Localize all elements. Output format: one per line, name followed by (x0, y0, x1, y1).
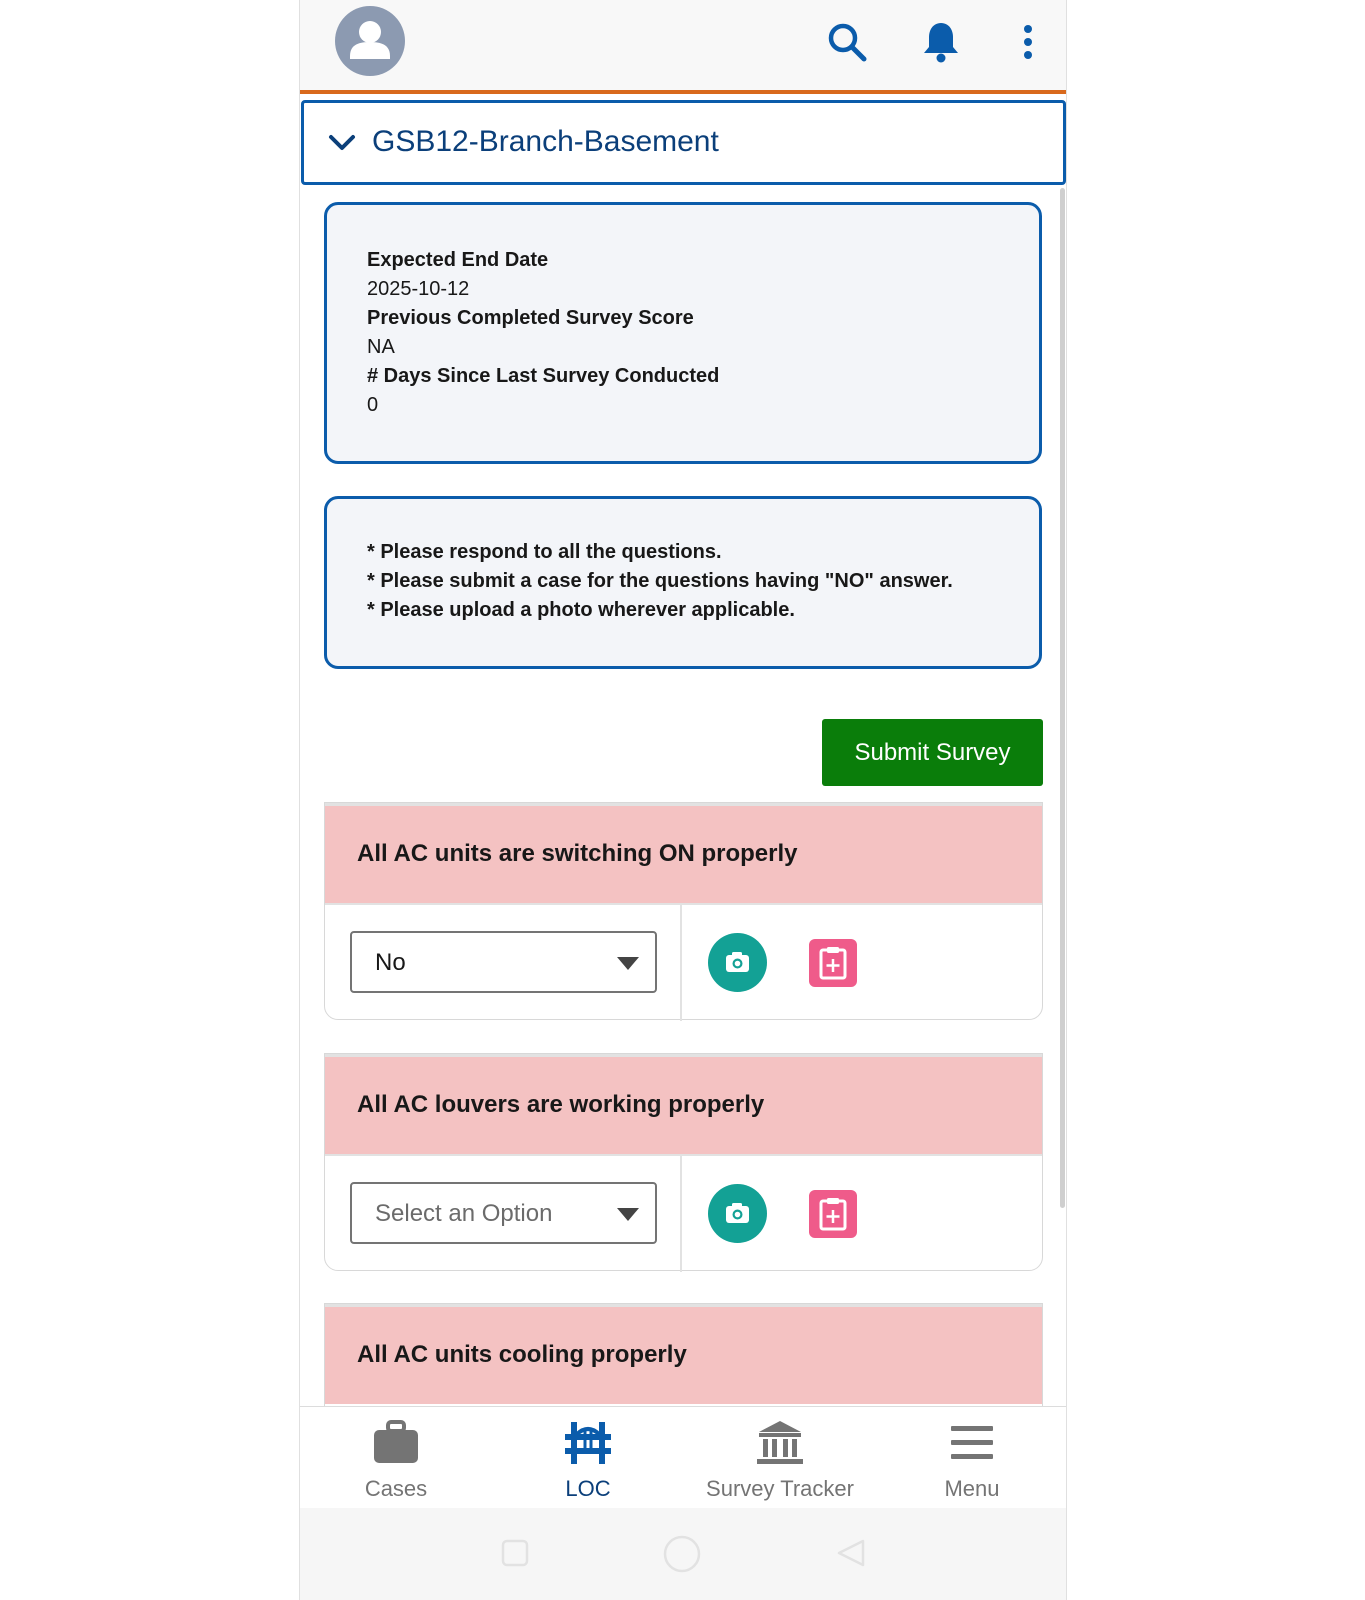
question-text: All AC louvers are working properly (357, 1091, 765, 1118)
add-case-clipboard-icon[interactable] (809, 939, 857, 987)
hamburger-icon (947, 1419, 997, 1467)
previous-score-value: NA (367, 336, 395, 358)
answer-select[interactable] (350, 1182, 657, 1244)
recents-square-icon[interactable] (500, 1538, 530, 1568)
nav-item-label: Cases (364, 1476, 428, 1501)
survey-info-box (324, 202, 1042, 464)
answer-select-placeholder: Select an Option (375, 1200, 553, 1227)
bell-icon[interactable] (919, 20, 963, 64)
nav-item-cases[interactable] (300, 1407, 492, 1509)
question-text: All AC units are switching ON properly (357, 840, 798, 867)
chevron-down-icon (328, 133, 356, 153)
add-case-clipboard-icon[interactable] (809, 1190, 857, 1238)
question-text: All AC units cooling properly (357, 1341, 687, 1368)
question-header (325, 1304, 1042, 1404)
app-screen (299, 0, 1067, 1600)
days-since-value: 0 (367, 394, 379, 416)
briefcase-icon (371, 1419, 421, 1467)
camera-icon[interactable] (708, 1184, 767, 1243)
question-card (324, 1053, 1043, 1271)
back-triangle-icon[interactable] (836, 1538, 866, 1568)
question-header (325, 1054, 1042, 1154)
system-navigation-bar (300, 1508, 1067, 1600)
vertical-dots-icon[interactable] (1006, 20, 1050, 64)
nav-item-survey-tracker[interactable] (684, 1407, 876, 1509)
column-divider (680, 905, 682, 1021)
instruction-note: * Please upload a photo wherever applicable. (367, 599, 795, 621)
nav-item-menu[interactable] (876, 1407, 1067, 1509)
header-divider (300, 90, 1067, 94)
scrollbar[interactable] (1060, 188, 1065, 1208)
camera-icon[interactable] (708, 933, 767, 992)
expected-end-date-label: Expected End Date (367, 249, 549, 271)
bottom-navigation (300, 1406, 1067, 1508)
user-avatar-icon[interactable] (335, 6, 405, 76)
section-accordion-header[interactable] (301, 100, 1066, 185)
question-card (324, 1303, 1043, 1413)
bridge-icon (563, 1419, 613, 1467)
submit-survey-button[interactable]: Submit Survey (822, 719, 1043, 786)
caret-down-icon (617, 1208, 639, 1222)
column-divider (680, 1156, 682, 1272)
instructions-box (324, 496, 1042, 669)
question-card (324, 802, 1043, 1020)
previous-score-label: Previous Completed Survey Score (367, 307, 694, 329)
instruction-note: * Please submit a case for the questions having "NO" answer. (367, 570, 953, 592)
search-icon[interactable] (825, 20, 869, 64)
instruction-note: * Please respond to all the questions. (367, 541, 722, 563)
top-app-bar (300, 0, 1067, 90)
bank-icon (755, 1419, 805, 1467)
section-title: GSB12-Branch-Basement (372, 125, 719, 158)
nav-item-label: Survey Tracker (706, 1476, 854, 1501)
answer-select-value: No (375, 949, 406, 976)
days-since-label: # Days Since Last Survey Conducted (367, 365, 720, 387)
answer-select[interactable] (350, 931, 657, 993)
nav-item-label: Menu (944, 1476, 1000, 1501)
question-header (325, 803, 1042, 903)
question-answer-row (325, 1154, 1042, 1270)
nav-item-loc[interactable] (492, 1407, 684, 1509)
nav-item-label: LOC (565, 1476, 611, 1501)
question-answer-row (325, 903, 1042, 1019)
expected-end-date-value: 2025-10-12 (367, 278, 470, 300)
caret-down-icon (617, 957, 639, 971)
home-circle-icon[interactable] (662, 1534, 702, 1574)
